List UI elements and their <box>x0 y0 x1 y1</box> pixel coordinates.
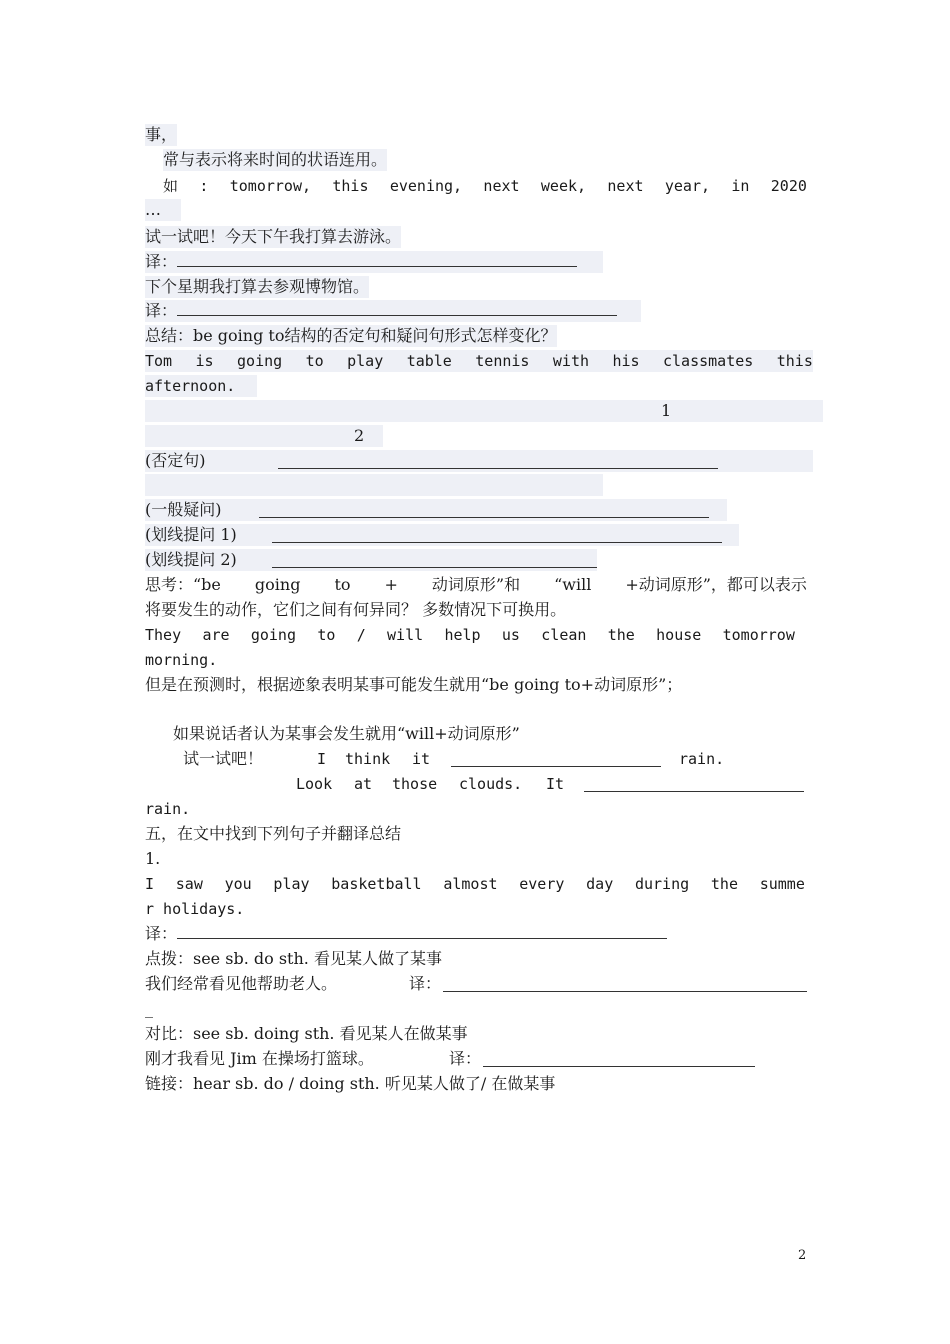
blank-row <box>145 474 603 496</box>
translation-line <box>145 923 667 945</box>
item-number: 1. <box>145 849 161 868</box>
word: almost <box>443 875 498 893</box>
translation-label: 译： <box>449 1049 482 1068</box>
word: you <box>224 875 252 893</box>
word: will <box>387 626 424 644</box>
word: rain. <box>679 750 725 768</box>
word: this <box>776 352 813 370</box>
translation-line <box>145 973 807 995</box>
word: basketball <box>331 875 422 893</box>
think-line-cont: 将要发生的动作，它们之间有何异同？ 多数情况下可换用。 <box>145 600 567 619</box>
word: in <box>731 177 750 195</box>
translation-label: 译： <box>145 301 178 320</box>
word: tomorrow, <box>229 177 312 195</box>
word: saw <box>175 875 203 893</box>
word: play <box>273 875 310 893</box>
word: think <box>345 750 391 768</box>
wh-question-line <box>145 524 739 546</box>
negative-label: (否定句) <box>145 451 206 470</box>
summary-heading: 总结：be going to结构的否定句和疑问句形式怎样变化？ <box>145 326 557 345</box>
word: + <box>384 575 398 594</box>
text-line: 事， <box>145 125 178 144</box>
try-line <box>183 748 743 770</box>
text-line: 常与表示将来时间的状语连用。 <box>163 150 388 169</box>
word: : <box>199 177 209 195</box>
translation-label: 译： <box>145 924 178 943</box>
answer-blank[interactable] <box>278 453 718 469</box>
answer-blank[interactable] <box>177 300 617 316</box>
underline-mark-row <box>145 425 383 447</box>
word: 动词原形”和 <box>431 575 521 594</box>
translation-label: 译： <box>145 252 178 271</box>
word: I <box>317 750 327 768</box>
exercise-prompt: 我们经常看见他帮助老人。 <box>145 974 338 993</box>
word: “will <box>554 575 592 594</box>
example-sentence <box>145 350 813 372</box>
word: are <box>202 626 230 644</box>
try-label: 试一试吧！ <box>183 749 264 768</box>
underline-mark-1: 1 <box>661 401 672 420</box>
example-sentence-cont: afternoon. <box>145 375 257 397</box>
word: / <box>356 626 366 644</box>
answer-blank[interactable] <box>259 502 709 518</box>
answer-blank[interactable] <box>451 751 661 767</box>
contrast-line: 对比：see sb. doing sth. 看见某人在做某事 <box>145 1024 468 1043</box>
underline-mark-row <box>145 400 823 422</box>
translation-line <box>145 251 603 273</box>
word: the <box>607 626 635 644</box>
negative-line <box>145 450 813 472</box>
word: next <box>483 177 520 195</box>
word: is <box>195 352 214 370</box>
word: They <box>145 626 182 644</box>
word: year, <box>664 177 711 195</box>
rule-line: 但是在预测时，根据迹象表明某事可能发生就用“be going to+动词原形”； <box>145 675 683 694</box>
question-line <box>145 499 727 521</box>
word: to <box>317 626 336 644</box>
word: classmates <box>663 352 754 370</box>
answer-blank[interactable] <box>272 527 722 543</box>
answer-blank[interactable] <box>177 923 667 939</box>
example-sentence-cont: morning. <box>145 651 218 669</box>
word: the <box>710 875 738 893</box>
word: I <box>145 875 155 893</box>
think-line <box>145 574 807 596</box>
word: rain. <box>145 800 191 818</box>
answer-blank[interactable] <box>443 976 807 992</box>
example-sentence <box>145 624 795 646</box>
word: evening, <box>389 177 463 195</box>
exercise-prompt: 下个星期我打算去参观博物馆。 <box>145 277 370 296</box>
rule-line: 如果说话者认为某事会发生就用“will+动词原形” <box>173 724 520 743</box>
word: at <box>354 775 373 793</box>
dash-mark: _ <box>145 999 153 1018</box>
word: his <box>612 352 640 370</box>
answer-blank[interactable] <box>483 1051 755 1067</box>
word: It <box>546 775 565 793</box>
text-line: … <box>145 199 181 221</box>
word: 如 <box>163 177 179 195</box>
word: with <box>552 352 590 370</box>
word: +动词原形”，都可以表示 <box>625 575 807 594</box>
word: during <box>634 875 690 893</box>
word: every <box>519 875 565 893</box>
translation-line <box>145 1048 757 1070</box>
word: help <box>444 626 481 644</box>
word: those <box>392 775 438 793</box>
wh-question-label: (划线提问 2) <box>145 550 237 569</box>
word: tomorrow <box>722 626 795 644</box>
word: 2020 <box>770 177 807 195</box>
word: clean <box>541 626 587 644</box>
word: to <box>305 352 324 370</box>
word: to <box>334 575 351 594</box>
link-line: 链接：hear sb. do / doing sth. 听见某人做了/ 在做某事 <box>145 1074 556 1093</box>
word: table <box>406 352 452 370</box>
word: house <box>656 626 702 644</box>
example-sentence <box>145 873 805 895</box>
underline-mark-2: 2 <box>354 426 365 445</box>
section-heading: 五，在文中找到下列句子并翻译总结 <box>145 824 402 843</box>
example-sentence-cont: r holidays. <box>145 900 245 918</box>
exercise-prompt: 刚才我看见 Jim 在操场打篮球。 <box>145 1049 374 1068</box>
word: us <box>501 626 520 644</box>
answer-blank[interactable] <box>177 251 577 267</box>
exercise-prompt: 试一试吧！今天下午我打算去游泳。 <box>145 227 402 246</box>
tip-line: 点拨：see sb. do sth. 看见某人做了某事 <box>145 949 442 968</box>
word: 思考：“be <box>145 575 221 594</box>
word: it <box>412 750 431 768</box>
word: tennis <box>475 352 530 370</box>
word: Look <box>296 775 333 793</box>
word: summe <box>759 875 805 893</box>
try-line <box>296 773 806 795</box>
word: week, <box>540 177 587 195</box>
word: next <box>607 177 644 195</box>
wh-question-label: (划线提问 1) <box>145 525 237 544</box>
word: going <box>250 626 296 644</box>
page-number: 2 <box>798 1248 807 1263</box>
translation-label: 译： <box>409 974 442 993</box>
wh-question-line <box>145 549 597 571</box>
word: this <box>332 177 369 195</box>
word: going <box>237 352 283 370</box>
question-label: (一般疑问) <box>145 500 222 519</box>
answer-blank[interactable] <box>272 552 597 568</box>
example-line <box>163 175 807 197</box>
word: day <box>586 875 614 893</box>
word: going <box>254 575 301 594</box>
word: clouds. <box>459 775 523 793</box>
word: play <box>347 352 384 370</box>
translation-line <box>145 300 641 322</box>
answer-blank[interactable] <box>584 776 804 792</box>
word: Tom <box>145 352 173 370</box>
